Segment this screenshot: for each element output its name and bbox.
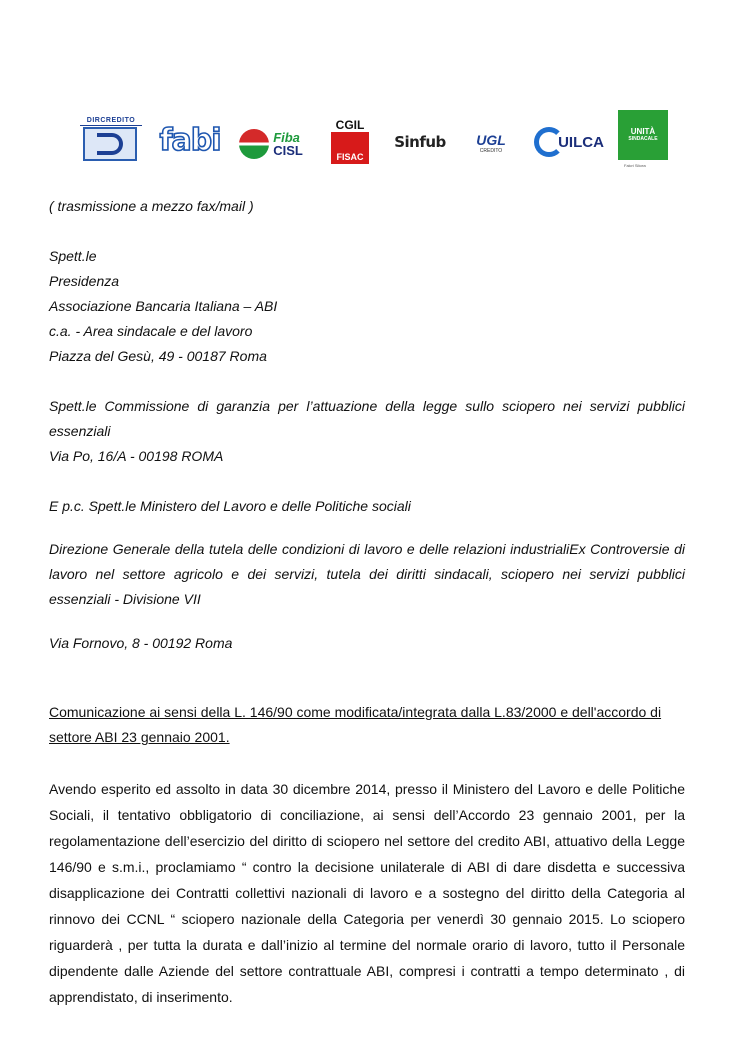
commission-name: Spett.le Commissione di garanzia per l’attuazione della legge sullo sciopero nei servizi pubblici essenziali — [49, 398, 685, 439]
uilca-logo: UILCA — [530, 120, 608, 164]
fiba-cisl-logo: Fiba CISL — [234, 124, 308, 164]
fabi-logo: fabi — [159, 122, 221, 158]
recipient-abi-line: Piazza del Gesù, 49 - 00187 Roma — [49, 348, 267, 364]
recipient-abi-line: c.a. - Area sindacale e del lavoro — [49, 323, 253, 339]
recipient-abi — [49, 244, 685, 369]
transmission-note: ( trasmissione a mezzo fax/mail ) — [49, 198, 254, 214]
unita-sindacale-logo: UNITÀ SINDACALE — [618, 110, 668, 160]
globe-icon — [239, 129, 269, 159]
recipient-ministry — [49, 494, 685, 519]
sinfub-logo: Sinfub — [394, 133, 446, 151]
unita-caption: Falcri Silcea — [624, 163, 646, 168]
cgil-fisac-logo: CGIL FISAC — [330, 116, 370, 166]
union-logos-header — [80, 110, 670, 170]
recipient-abi-line: Associazione Bancaria Italiana – ABI — [49, 298, 278, 314]
commission-address: Via Po, 16/A - 00198 ROMA — [49, 448, 224, 464]
recipient-abi-line: Spett.le — [49, 248, 97, 264]
body-paragraph: Avendo esperito ed assolto in data 30 dicembre 2014, presso il Ministero del Lavoro e delle Politiche Sociali, il tentativo obbligatorio di conciliazione, ai sensi dell’Accordo 23 gennaio 2001, per la regolamentazione dell’esercizio del diritto di sciopero nel settore del credito ABI, attuativo della Legge 146/90 e s.m.i., proclamiamo “ contro la decisione unilaterale di ABI di dare disdetta e successiva disapplicazione dei Contratti collettivi nazionali di lavoro e a sostegno del diritto della Categoria al rinnovo dei CCNL “ sciopero nazionale della Categoria per venerdì 30 gennaio 2015. Lo sciopero riguarderà , per tutta la durata e dall’inizio al termine del normale orario di lavoro, tutto il Personale dipendente dalle Aziende del settore contrattuale ABI, compresi i contratti a tempo determinato , di apprendistato, di inserimento. — [49, 781, 685, 1005]
ministry-address: Via Fornovo, 8 - 00192 Roma — [49, 635, 233, 651]
ministry-division: Direzione Generale della tutela delle condizioni di lavoro e delle relazioni industrialiEx Controversie di lavoro nel settore agricolo e dei servizi, tutela dei diritti sindacali, sciopero nei servizi pubblici essenziali - Divisione VII — [49, 541, 685, 607]
dircredito-logo: DIRCREDITO — [80, 116, 142, 162]
recipient-commission — [49, 394, 685, 469]
ministry-name: E p.c. Spett.le Ministero del Lavoro e delle Politiche sociali — [49, 498, 411, 514]
recipient-abi-line: Presidenza — [49, 273, 120, 289]
subject-line: Comunicazione ai sensi della L. 146/90 come modificata/integrata dalla L.83/2000 e dell'accordo di settore ABI 23 gennaio 2001. — [49, 704, 662, 745]
ugl-credito-logo: UGL CREDITO — [476, 132, 506, 154]
